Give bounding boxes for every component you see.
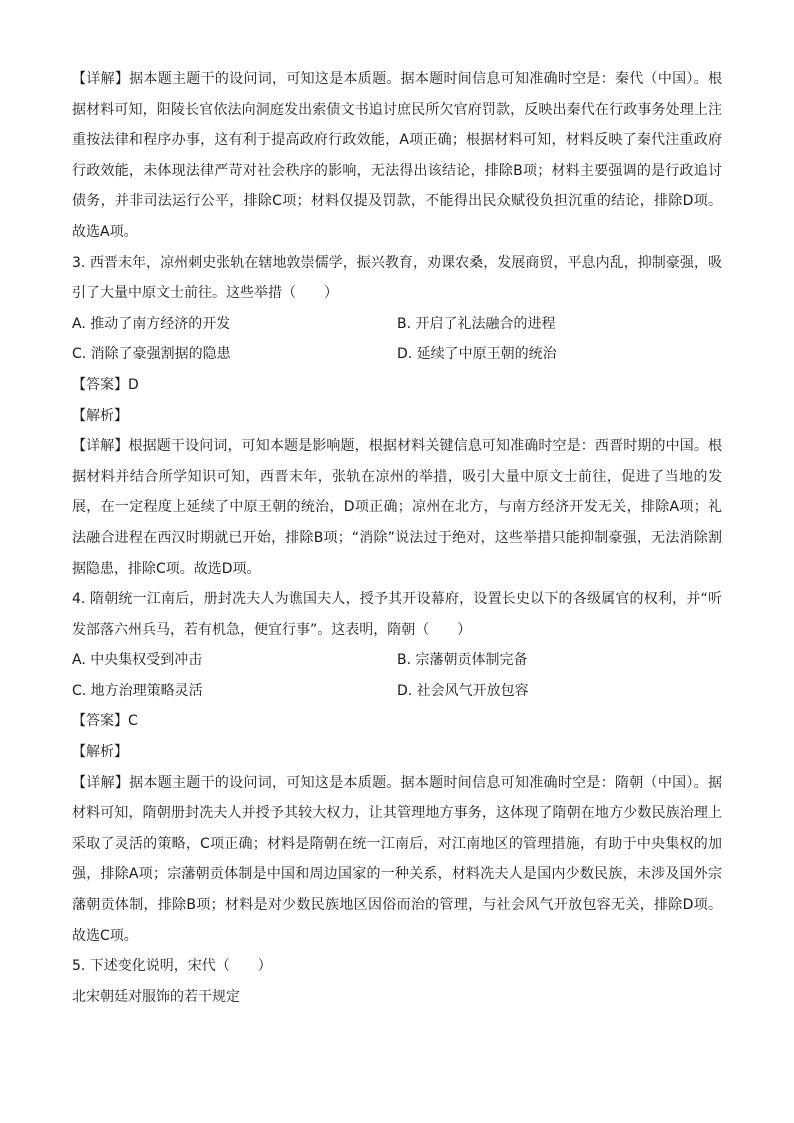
q4-stem: 4. 隋朝统一江南后，册封冼夫人为谯国夫人，授予其开设幕府，设置长史以下的各级属官的权利，并“听发部落六州兵马，若有机急，便宜行事”。这表明，隋朝（ ） [72, 591, 722, 638]
q3-analysis-heading: 【解析】 [72, 407, 128, 424]
q5-stem: 5. 下述变化说明，宋代（ ） [72, 958, 272, 975]
option-a: A. 推动了南方经济的开发 [72, 315, 231, 332]
document-page [72, 64, 722, 1012]
q2-explanation: 【详解】据本题主题干的设问词，可知这是本质题。据本题时间信息可知准确时空是：秦代（中国）。根据材料可知，阳陵长官依法向洞庭发出索债文书追讨庶民所欠官府罚款，反映出秦代在行政事务处理上注重按法律和程序办事，这有利于提高政府行政效能，A项正确；根据材料可知，材料反映了秦代注重政府行政效能，未体现法律严苛对社会秩序的影响，无法得出该结论，排除B项；材料主要强调的是行政追讨债务，并非司法运行公平，排除C项；材料仅提及罚款，不能得出民众赋役负担沉重的结论，排除D项。故选A项。 [72, 71, 722, 240]
option-b: B. 宗藩朝贡体制完备 [397, 652, 528, 669]
option-a: A. 中央集权受到冲击 [72, 652, 203, 669]
option-b: B. 开启了礼法融合的进程 [397, 315, 556, 332]
option-d: D. 社会风气开放包容 [397, 682, 529, 699]
q3-options [72, 309, 722, 370]
q4-answer: 【答案】C [72, 713, 138, 730]
q4-options [72, 645, 722, 706]
q3-explanation: 【详解】根据题干设问词，可知本题是影响题，根据材料关键信息可知准确时空是：西晋时期的中国。根据材料并结合所学知识可知，西晋末年，张轨在凉州的举措，吸引大量中原文士前往，促进了当地的发展，在一定程度上延续了中原王朝的统治，D项正确；凉州在北方，与南方经济开发无关，排除A项；礼法融合进程在西汉时期就已开始，排除B项；“消除”说法过于绝对，这些举措只能抑制豪强，无法消除割据隐患，排除C项。故选D项。 [72, 438, 722, 577]
q4-explanation: 【详解】据本题主题干的设问词，可知这是本质题。据本题时间信息可知准确时空是：隋朝（中国）。据材料可知，隋朝册封冼夫人并授予其较大权力，让其管理地方事务，这体现了隋朝在地方少数民族治理上采取了灵活的策略，C项正确；材料是隋朝在统一江南后，对江南地区的管理措施，有助于中央集权的加强，排除A项；宗藩朝贡体制是中国和周边国家的一种关系，材料冼夫人是国内少数民族，未涉及国外宗藩朝贡体制，排除B项；材料是对少数民族地区因俗而治的管理，与社会风气开放包容无关，排除D项。故选C项。 [72, 774, 722, 944]
q4-analysis-heading: 【解析】 [72, 744, 128, 761]
option-c: C. 地方治理策略灵活 [72, 682, 203, 699]
q3-answer: 【答案】D [72, 376, 139, 393]
q5-material-title: 北宋朝廷对服饰的若干规定 [72, 988, 240, 1005]
q3-stem: 3. 西晋末年，凉州刺史张轨在辖地敦崇儒学，振兴教育，劝课农桑，发展商贸，平息内乱，抑制豪强，吸引了大量中原文士前往。这些举措（ ） [72, 254, 722, 302]
option-d: D. 延续了中原王朝的统治 [397, 346, 557, 363]
option-c: C. 消除了豪强割据的隐患 [72, 346, 231, 363]
